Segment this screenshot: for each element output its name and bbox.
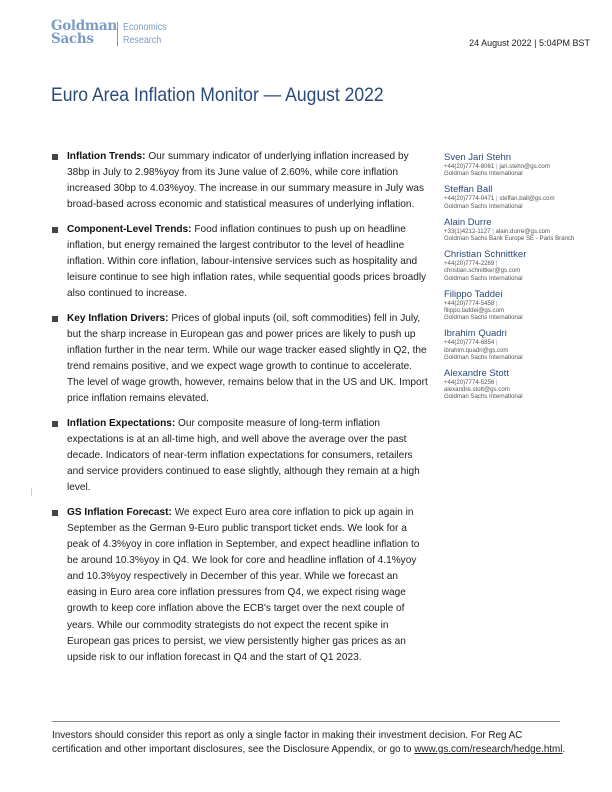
author-name: Sven Jari Stehn [444,152,512,163]
separator: | [496,260,498,268]
summary-bullets [52,149,430,674]
author-entry [444,217,604,242]
author-email[interactable]: filippo.taddei@gs.com [444,307,505,315]
author-contact [444,228,604,242]
author-entry [444,328,604,361]
disclosure-end: . [562,743,566,755]
logo-line1: Goldman [51,18,117,34]
author-email[interactable]: ibrahim.quadri@gs.com [444,346,509,354]
bullet-item [52,222,430,302]
author-contact [444,379,604,401]
author-firm: Goldman Sachs International [444,353,523,361]
separator: | [496,195,498,203]
bullet-square-icon [52,227,58,233]
bullet-heading: GS Inflation Forecast: [67,506,172,518]
separator: | [492,227,494,235]
bullet-heading: Inflation Trends: [67,151,146,162]
bullet-text: Food inflation continues to push up on headline inflation, but energy remained the largest contributor to the level of headline inflation. Within core inflation, labour-intensive services such as hospitality and leisure continue to see high inflation rates, while sequential goods prices broadly also continued to increase. [67,223,427,300]
research-unit [123,21,167,46]
bullet-text: Prices of global inputs (oil, soft commodities) fell in July, but the sharp increase in European gas and power prices are likely to push up inflation further in the near term. While our wage tracker eased slightly in Q2, the trend remains positive, and we expect wage growth to continue to accelerate. The level of wage growth, however, remains below that in the US and UK. Import price inflation remains elevated. [67,312,428,405]
author-contact [444,260,604,282]
separator: | [496,379,498,387]
goldman-sachs-logo [51,20,117,46]
author-name: Christian Schnittker [444,249,527,261]
author-entry [444,184,604,209]
bullet-square-icon [52,154,58,160]
bullet-item [52,149,430,213]
bullet-text: Our summary indicator of underlying inflation increased by 38bp in July to 2.98%yoy from its June value of 2.60%, while core inflation increased 30bp to 4.03%yoy. The increase in our summary measure in July was broad-based across economic and statistical measures of underlying inflation. [67,151,425,211]
author-contact [444,195,604,209]
margin-mark [31,488,32,496]
author-email[interactable]: christian.schnittker@gs.com [444,267,521,275]
author-name: Filippo Taddei [444,288,503,300]
bullet-square-icon [52,421,58,427]
disclosure-link[interactable]: www.gs.com/research/hedge.html [414,743,563,755]
bullet-heading: Key Inflation Drivers: [67,312,169,324]
bullet-item [52,416,430,496]
bullet-heading: Component-Level Trends: [67,223,192,235]
author-phone: +44(20)7774-0471 [444,195,495,203]
separator: | [496,299,498,307]
bullet-heading: Inflation Expectations: [67,417,176,429]
author-name: Ibrahim Quadri [444,328,507,340]
author-contact [444,339,604,361]
author-firm: Goldman Sachs International [444,393,523,401]
author-name: Alexandre Stott [444,368,509,380]
author-firm: Goldman Sachs International [444,202,523,210]
author-name: Alain Durre [444,216,492,228]
logo-line2: Sachs [51,31,94,47]
author-firm: Goldman Sachs International [444,274,523,282]
disclosure-text: Investors should consider this report as only a single factor in making their investment decision. For Reg AC certification and other important disclosures, see the Disclosure Appendix, or go to [52,730,523,755]
author-phone: +33(1)4212-1127 [444,227,491,235]
author-email[interactable]: alexandre.stott@gs.com [444,386,510,394]
author-firm: Goldman Sachs Bank Europe SE - Paris Branch [444,235,575,243]
unit-line1: Economics [123,21,167,33]
footer-divider [52,721,560,722]
author-phone: +44(20)7774-5458 [444,299,495,307]
author-phone: +44(20)7774-6854 [444,339,495,347]
bullet-item [52,311,430,408]
author-firm: Goldman Sachs International [444,170,523,178]
bullet-text: We expect Euro area core inflation to pick up again in September as the German 9-Euro public transport ticket ends. We look for a peak of 4.3%yoy in core inflation in September, and expect headline inflation to be around 10.3%yoy in Q4. We look for core and headline inflation of 4.1%yoy and 10.3%yoy respectively in December of this year. While we forecast an easing in Euro area core inflation pressures from Q4, we expect rising wage growth to keep core inflation above the ECB's target over the next couple of years. While our commodity strategists do not expect the recent spike in European gas prices to persist, we view persistently higher gas prices as an upside risk to our inflation forecast in Q4 and the start of Q1 2023. [67,506,420,663]
page-title: Euro Area Inflation Monitor — August 2022 [51,84,384,106]
author-phone: +44(20)7774-2269 [444,260,495,268]
author-contact [444,300,604,322]
separator: | [496,163,498,170]
separator: | [496,339,498,347]
publish-date: 24 August 2022 | 5:04PM BST [469,38,590,48]
logo-divider [117,22,118,46]
author-entry [444,289,604,322]
author-entry [444,152,604,177]
author-email[interactable]: alain.durre@gs.com [495,227,551,235]
author-name: Steffan Ball [444,184,493,196]
author-phone: +44(20)7774-5256 [444,379,495,387]
author-firm: Goldman Sachs International [444,314,523,322]
bullet-square-icon [52,510,58,516]
unit-line2: Research [123,33,162,46]
bullet-text: Our composite measure of long-term inflation expectations is at an all-time high, and well above the average over the past decade. Indicators of near-term inflation expectations for consumers, retailers and service providers continued to ease slightly, although they remain at a high level. [67,417,420,494]
author-email[interactable]: steffan.ball@gs.com [499,195,555,203]
author-entry [444,249,604,282]
bullet-item [52,505,430,666]
author-entry [444,368,604,401]
disclosure-footer [52,729,572,756]
author-phone: +44(20)7774-8061 [444,163,495,170]
bullet-square-icon [52,316,58,322]
author-list [444,152,604,408]
author-contact [444,163,604,177]
author-email[interactable]: jari.stehn@gs.com [499,163,550,170]
